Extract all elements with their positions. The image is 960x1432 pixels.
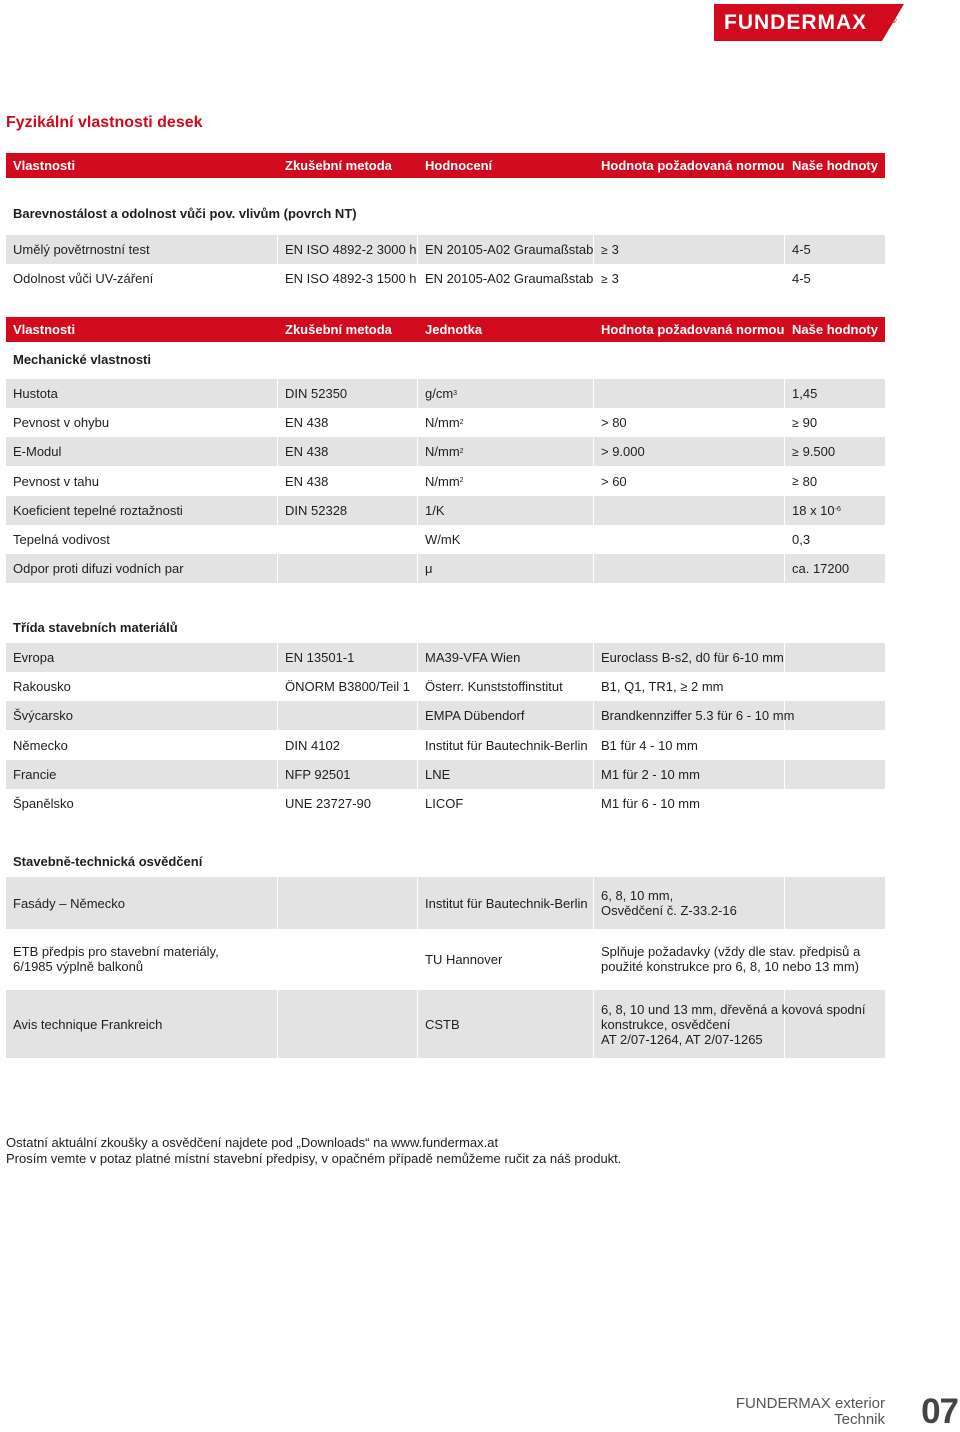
section-heading: Barevnostálost a odolnost vůči pov. vlivům (povrch NT) [13,206,357,221]
fundermax-logo [714,4,904,41]
page-title: Fyzikální vlastnosti desek [6,114,203,131]
table-cell [792,467,817,496]
cell-line: Avis technique Frankreich [13,1016,163,1032]
header-cell: Hodnocení [425,158,493,173]
table-cell [601,990,866,1058]
table-cell: Hustota [13,386,58,401]
table-cell: N/mm 2 [425,444,464,460]
footer-brand-line: Technik [834,1411,885,1428]
table-cell-value: 3 [611,242,619,257]
table-cell-value: > 9.000 [601,444,645,460]
table-row [6,877,885,929]
table-cell: Euroclass B-s2, d0 für 6-10 mm [601,650,784,665]
table-cell: MA39-VFA Wien [425,650,521,665]
table-header-row [6,153,885,178]
table-cell: Evropa [13,650,55,665]
unit-text: W/mK [425,532,461,547]
header-cell: Zkušební metoda [285,322,392,337]
table-row [6,701,885,730]
table-cell-value: 18 x 10 [792,502,835,518]
table-cell: NFP 92501 [285,766,351,782]
table-row [6,496,885,525]
unit-text: μ [425,561,433,577]
cell-line: 6, 8, 10 mm, [601,888,674,903]
table-cell: 18 x 10 -6 [792,502,841,518]
header-cell: Naše hodnoty [792,158,878,173]
table-row [6,467,885,496]
table-cell: N/mm 2 [425,473,464,489]
table-cell: Institut für Bautechnik-Berlin [425,895,588,911]
header-cell: Vlastnosti [13,158,76,173]
ge-symbol: ≥ [601,271,608,286]
header-cell: Vlastnosti [13,322,76,337]
cell-line: 6, 8, 10 und 13 mm, dřevěná a kovová spodní [601,1001,866,1017]
table-row [6,235,885,264]
cell-line: 6/1985 výplně balkonů [13,959,144,974]
table-cell: Umělý povětrnostní test [13,242,150,257]
table-cell [601,235,619,264]
table-cell: Francie [13,766,57,782]
registered-mark: ® [890,15,897,25]
table-cell [425,525,460,554]
cell-line: použité konstrukce pro 6, 8, 10 nebo 13 mm) [601,959,859,974]
table-cell-value: 9.500 [802,444,836,460]
table-cell: Odpor proti difuzi vodních par [13,561,184,577]
table-cell [601,934,860,984]
table-cell [601,408,627,437]
unit-text: N/mm [425,473,460,489]
table-cell [13,990,162,1058]
table-cell: ÖNORM B3800/Teil 1 [285,679,410,695]
table-cell [792,408,817,437]
table-row [6,437,885,466]
table-row [6,264,885,293]
table-cell: 4-5 [792,271,811,286]
table-cell: EN 20105-A02 Graumaßstab [425,242,594,257]
table-cell-value: 0,3 [792,532,811,547]
section-heading: Stavebně-technická osvědčení [13,854,203,869]
table-cell: EN 13501-1 [285,650,355,665]
table-cell: EN ISO 4892-3 1500 h [285,271,417,286]
table-cell-value: 1,45 [792,386,818,401]
table-cell: M1 für 6 - 10 mm [601,796,700,811]
table-cell: M1 für 2 - 10 mm [601,766,700,782]
table-row [6,990,885,1058]
table-cell [601,467,627,496]
header-cell: Naše hodnoty [792,322,878,337]
table-cell-value: 80 [802,473,818,489]
table-row [6,760,885,789]
ge-symbol: ≥ [792,474,799,489]
cell-line: ETB předpis pro stavební materiály, [13,944,219,959]
table-cell: Koeficient tepelné roztažnosti [13,502,183,518]
unit-text: N/mm [425,415,460,431]
cell-line: Osvědčení č. Z-33.2-16 [601,903,737,918]
page-number: 07 [921,1392,958,1431]
table-cell: DIN 4102 [285,737,340,753]
table-cell: CSTB [425,1016,460,1032]
table-cell: Rakousko [13,679,71,695]
table-cell [601,877,737,929]
table-cell: LICOF [425,796,464,811]
header-cell: Hodnota požadovaná normou [601,322,785,337]
ge-symbol: ≥ [601,242,608,257]
table-cell: Pevnost v ohybu [13,415,110,431]
table-cell: Německo [13,737,68,753]
table-cell: B1 für 4 - 10 mm [601,737,698,753]
table-header-row [6,317,885,342]
unit-text: g/cm [425,386,454,401]
footer-brand [736,1396,885,1428]
section-heading: Mechanické vlastnosti [13,352,151,367]
table-cell: Institut für Bautechnik-Berlin [425,737,588,753]
table-cell: TU Hannover [425,951,503,967]
table-cell: DIN 52350 [285,386,348,401]
table-cell-value: 90 [802,415,818,431]
table-cell: g/cm 3 [425,386,458,401]
table-row [6,379,885,408]
table-row [6,408,885,437]
table-cell: Brandkennziffer 5.3 für 6 - 10 mm [601,708,795,724]
table-cell-value: > 60 [601,473,627,489]
table-cell-value: 3 [611,271,619,286]
table-cell: B1, Q1, TR1, ≥ 2 mm [601,679,724,695]
table-cell [601,264,619,293]
table-cell: EN ISO 4892-2 3000 h [285,242,417,257]
table-cell: Španělsko [13,796,74,811]
table-row [6,789,885,818]
footer-note-regulations: Prosím vemte v potaz platné místní stavební předpisy, v opačném případě nemůžeme ručit za náš produkt. [6,1151,622,1166]
footer-brand-line: FUNDERMAX exterior [735,1395,885,1412]
table-cell: UNE 23727-90 [285,796,371,811]
ge-symbol: ≥ [792,444,799,459]
cell-line: konstrukce, osvědčení [601,1016,731,1032]
table-cell: N/mm 2 [425,415,464,431]
table-cell-value: ca. 17200 [792,561,850,577]
table-cell: EMPA Dübendorf [425,708,525,724]
table-cell [792,525,810,554]
table-row [6,731,885,760]
table-cell: 4-5 [792,242,811,257]
table-cell [425,496,445,525]
table-cell: EN 438 [285,415,329,431]
header-cell: Zkušební metoda [285,158,392,173]
table-cell [792,379,817,408]
logo-text: FUNDERMAX [714,4,882,41]
table-cell: DIN 52328 [285,502,348,518]
table-cell [792,554,849,583]
table-row [6,934,885,984]
table-cell: LNE [425,766,451,782]
table-cell: Švýcarsko [13,708,73,724]
ge-symbol: ≥ [792,415,799,430]
table-cell: E-Modul [13,444,62,460]
table-cell: EN 438 [285,473,329,489]
table-row [6,643,885,672]
cell-line: Fasády – Německo [13,895,125,911]
unit-text: N/mm [425,444,460,460]
header-cell: Jednotka [425,322,483,337]
section-heading: Třída stavebních materiálů [13,620,178,635]
table-row [6,525,885,554]
cell-line: Splňuje požadavky (vždy dle stav. předpisů a [601,944,861,959]
table-cell-value: > 80 [601,415,627,431]
table-cell: Odolnost vůči UV-záření [13,271,154,286]
table-cell [601,437,645,466]
table-row [6,672,885,701]
table-cell: EN 20105-A02 Graumaßstab [425,271,594,286]
table-cell [425,554,433,583]
table-cell [792,437,835,466]
table-cell: Tepelná vodivost [13,532,110,547]
table-row [6,554,885,583]
table-cell: Österr. Kunststoffinstitut [425,679,563,695]
table-cell: EN 438 [285,444,329,460]
header-cell: Hodnota požadovaná normou [601,158,785,173]
footer-note-downloads: Ostatní aktuální zkoušky a osvědčení najdete pod „Downloads“ na www.fundermax.at [6,1135,499,1150]
table-cell: Pevnost v tahu [13,473,99,489]
cell-line: AT 2/07-1264, AT 2/07-1265 [601,1031,763,1047]
table-cell [13,877,125,929]
table-cell [13,934,219,984]
unit-text: 1/K [425,502,445,518]
